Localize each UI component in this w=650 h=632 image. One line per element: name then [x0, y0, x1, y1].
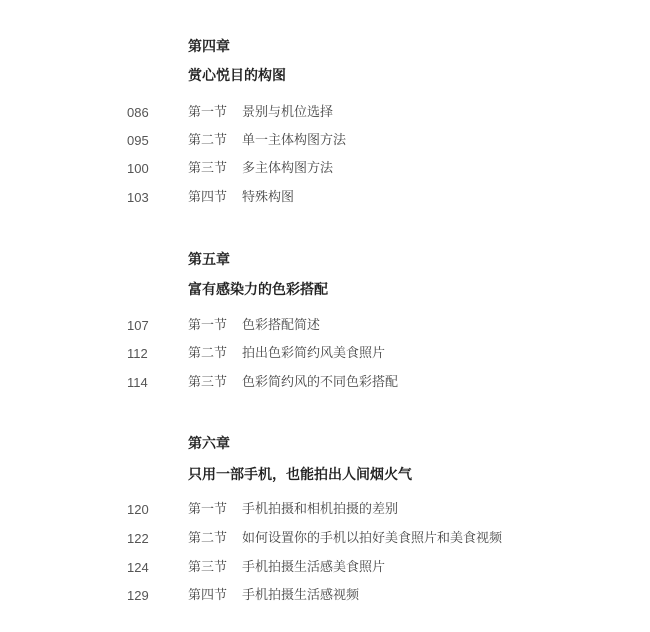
toc-entry[interactable] — [0, 317, 650, 335]
page-number: 122 — [127, 531, 149, 546]
page-number: 129 — [127, 588, 149, 603]
section-label: 第二节 — [188, 133, 228, 148]
page-number: 100 — [127, 161, 149, 176]
page-number: 120 — [127, 502, 149, 517]
chapter-number: 第六章 — [188, 436, 230, 452]
section-label: 第三节 — [188, 375, 228, 390]
section-label: 第四节 — [188, 588, 228, 603]
section-label: 第一节 — [188, 105, 228, 120]
chapter-number: 第四章 — [188, 39, 230, 55]
section-title: 手机拍摄和相机拍摄的差别 — [242, 502, 399, 517]
toc-entry[interactable] — [0, 501, 650, 519]
section-title: 特殊构图 — [242, 190, 295, 205]
page-number: 103 — [127, 190, 149, 205]
toc-entry[interactable] — [0, 345, 650, 363]
section-title: 单一主体构图方法 — [242, 133, 347, 148]
section-label: 第四节 — [188, 190, 228, 205]
section-label: 第二节 — [188, 531, 228, 546]
section-label: 第一节 — [188, 502, 228, 517]
section-label: 第一节 — [188, 318, 228, 333]
page-number: 112 — [127, 346, 148, 361]
section-title: 色彩搭配简述 — [242, 318, 321, 333]
section-label: 第二节 — [188, 346, 228, 361]
toc-entry[interactable] — [0, 587, 650, 605]
toc-entry[interactable] — [0, 104, 650, 122]
chapter-title: 赏心悦目的构图 — [188, 68, 286, 84]
page-number: 114 — [127, 375, 148, 390]
toc-entry[interactable] — [0, 160, 650, 178]
section-title: 色彩简约风的不同色彩搭配 — [242, 375, 399, 390]
toc-entry[interactable] — [0, 530, 650, 548]
chapter-title: 富有感染力的色彩搭配 — [188, 282, 328, 298]
toc-entry[interactable] — [0, 132, 650, 150]
section-title: 手机拍摄生活感美食照片 — [242, 560, 386, 575]
toc-entry[interactable] — [0, 189, 650, 207]
chapter-number: 第五章 — [188, 252, 230, 268]
toc-entry[interactable] — [0, 374, 650, 392]
section-title: 拍出色彩简约风美食照片 — [242, 346, 386, 361]
section-title: 景别与机位选择 — [242, 105, 334, 120]
chapter-title: 只用一部手机，也能拍出人间烟火气 — [188, 467, 412, 483]
section-label: 第三节 — [188, 161, 228, 176]
toc-entry[interactable] — [0, 559, 650, 577]
section-title: 多主体构图方法 — [242, 161, 334, 176]
page-number: 124 — [127, 560, 149, 575]
section-title: 手机拍摄生活感视频 — [242, 588, 360, 603]
section-title: 如何设置你的手机以拍好美食照片和美食视频 — [242, 531, 503, 546]
page-number: 086 — [127, 105, 149, 120]
page-number: 107 — [127, 318, 149, 333]
page-number: 095 — [127, 133, 149, 148]
section-label: 第三节 — [188, 560, 228, 575]
